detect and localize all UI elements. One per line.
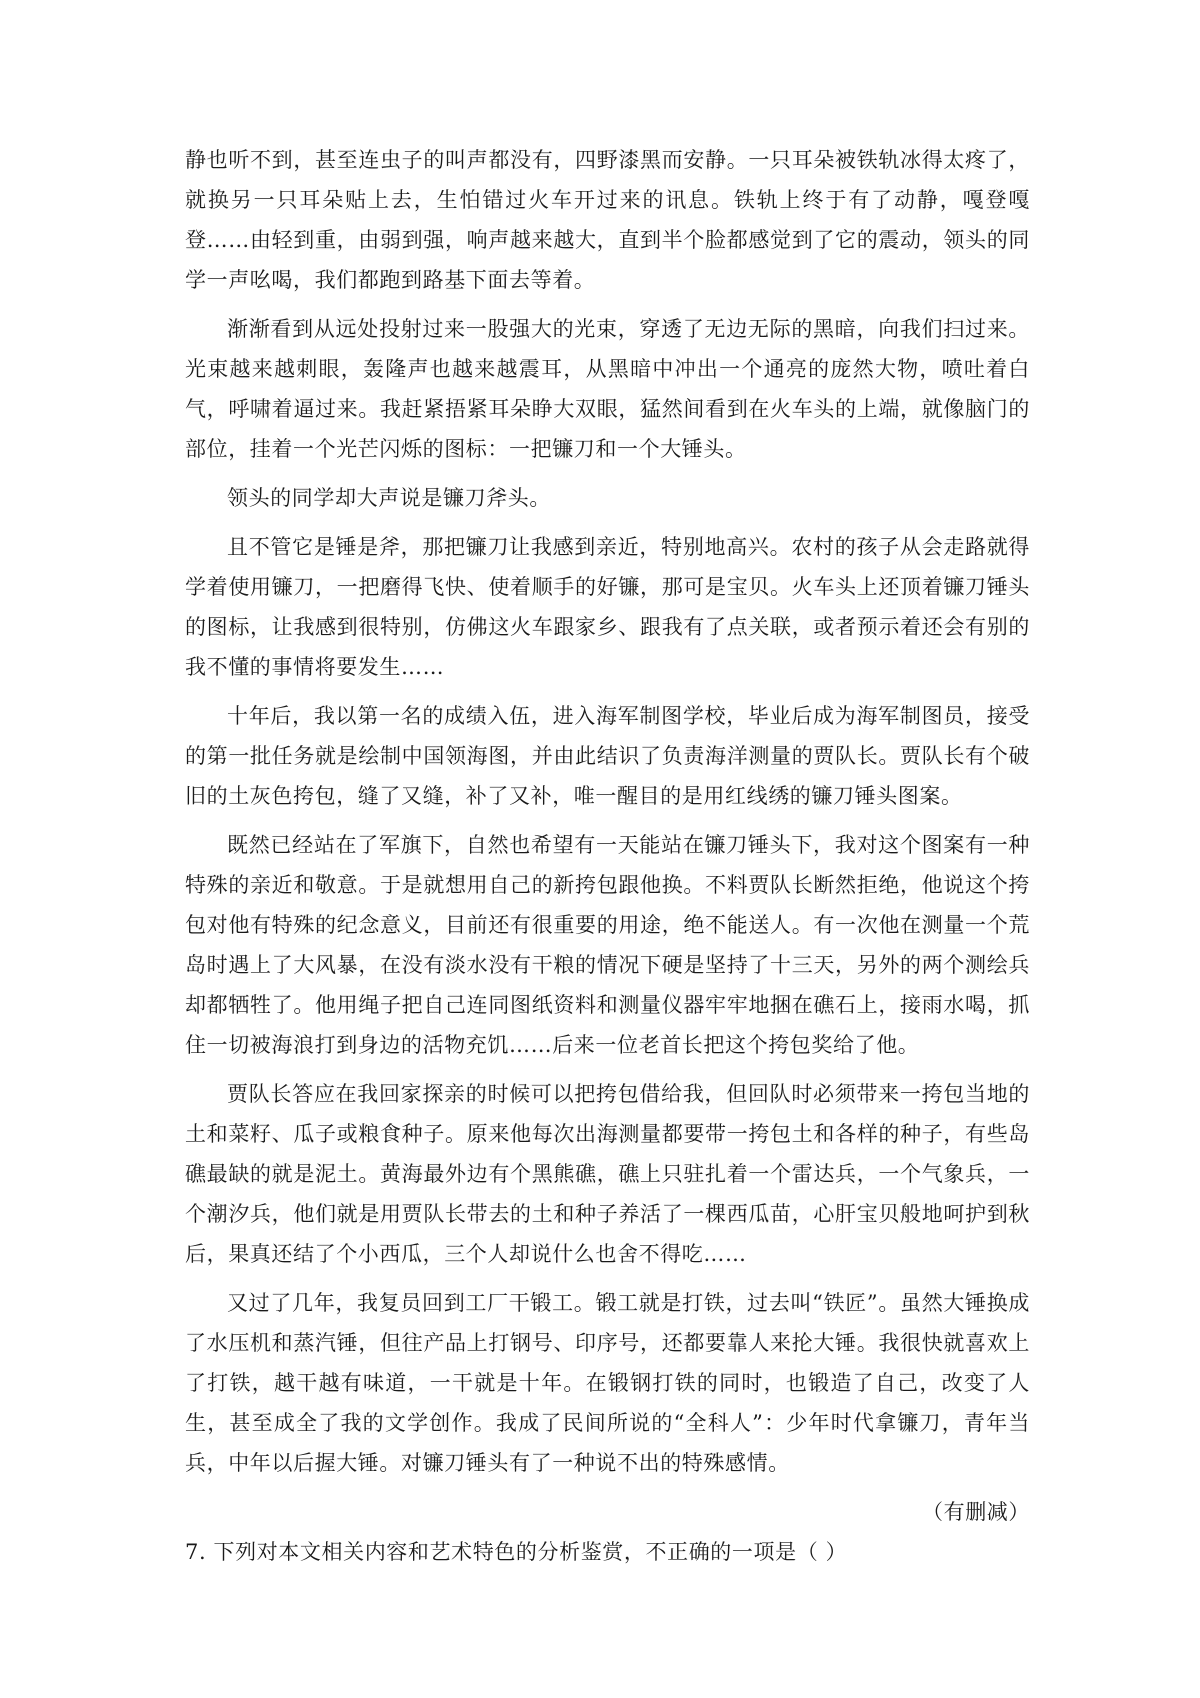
paragraph: 领头的同学却大声说是镰刀斧头。 [227,486,551,510]
question-7: 7. 下列对本文相关内容和艺术特色的分析鉴赏，不正确的一项是（ ） [185,1540,848,1564]
paragraph: 十年后，我以第一名的成绩入伍，进入海军制图学校，毕业后成为海军制图员，接受的第一批任务就是绘制中国领海图，并由此结识了负责海洋测量的贾队长。贾队长有个破旧的土灰色挎包，缝了又缝，补了又补，唯一醒目的是用红线绣的镰刀锤头图案。 [185,704,1030,808]
paragraph: 且不管它是锤是斧，那把镰刀让我感到亲近，特别地高兴。农村的孩子从会走路就得学着使用镰刀，一把磨得飞快、使着顺手的好镰，那可是宝贝。火车头上还顶着镰刀锤头的图标，让我感到很特别，仿佛这火车跟家乡、跟我有了点关联，或者预示着还会有别的我不懂的事情将要发生…… [185,535,1030,679]
paragraph: 渐渐看到从远处投射过来一股强大的光束，穿透了无边无际的黑暗，向我们扫过来。光束越来越刺眼，轰隆声也越来越震耳，从黑暗中冲出一个通亮的庞然大物，喷吐着白气，呼啸着逼过来。我赶紧捂紧耳朵睁大双眼，猛然间看到在火车头的上端，就像脑门的部位，挂着一个光芒闪烁的图标：一把镰刀和一个大锤头。 [185,317,1030,461]
source-note: （有删减） [922,1500,1030,1524]
article-body [185,140,1030,1572]
paragraph: 又过了几年，我复员回到工厂干锻工。锻工就是打铁，过去叫“铁匠”。虽然大锤换成了水压机和蒸汽锤，但往产品上打钢号、印序号，还都要靠人来抡大锤。我很快就喜欢上了打铁，越干越有味道，一干就是十年。在锻钢打铁的同时，也锻造了自己，改变了人生，甚至成全了我的文学创作。我成了民间所说的“全科人”：少年时代拿镰刀，青年当兵，中年以后握大锤。对镰刀锤头有了一种说不出的特殊感情。 [185,1291,1030,1475]
paragraph: 既然已经站在了军旗下，自然也希望有一天能站在镰刀锤头下，我对这个图案有一种特殊的亲近和敬意。于是就想用自己的新挎包跟他换。不料贾队长断然拒绝，他说这个挎包对他有特殊的纪念意义，目前还有很重要的用途，绝不能送人。有一次他在测量一个荒岛时遇上了大风暴，在没有淡水没有干粮的情况下硬是坚持了十三天，另外的两个测绘兵却都牺牲了。他用绳子把自己连同图纸资料和测量仪器牢牢地捆在礁石上，接雨水喝，抓住一切被海浪打到身边的活物充饥……后来一位老首长把这个挎包奖给了他。 [185,833,1030,1057]
paragraph-continued: 静也听不到，甚至连虫子的叫声都没有，四野漆黑而安静。一只耳朵被铁轨冰得太疼了，就换另一只耳朵贴上去，生怕错过火车开过来的讯息。铁轨上终于有了动静，嘎登嘎登……由轻到重，由弱到强，响声越来越大，直到半个脸都感觉到了它的震动，领头的同学一声吆喝，我们都跑到路基下面去等着。 [185,148,1030,292]
paragraph: 贾队长答应在我回家探亲的时候可以把挎包借给我，但回队时必须带来一挎包当地的土和菜籽、瓜子或粮食种子。原来他每次出海测量都要带一挎包土和各样的种子，有些岛礁最缺的就是泥土。黄海最外边有个黑熊礁，礁上只驻扎着一个雷达兵，一个气象兵，一个潮汐兵，他们就是用贾队长带去的土和种子养活了一棵西瓜苗，心肝宝贝般地呵护到秋后，果真还结了个小西瓜，三个人却说什么也舍不得吃…… [185,1082,1030,1266]
